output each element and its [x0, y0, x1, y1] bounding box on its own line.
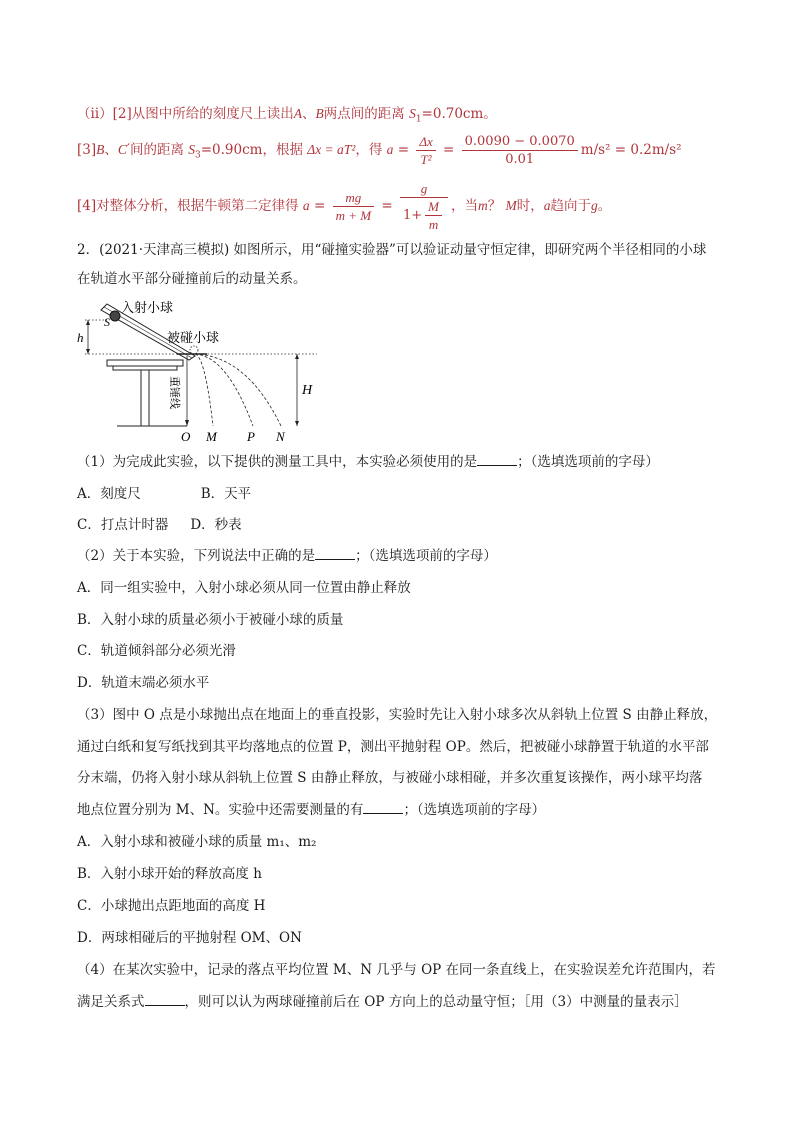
- answer-blank[interactable]: [315, 547, 355, 560]
- q1-text: （1）为完成此实验，以下提供的测量工具中，本实验必须使用的是: [77, 454, 478, 470]
- incident-ball: [110, 311, 120, 321]
- fraction-values: [462, 133, 578, 168]
- fraction-dx-t2: [416, 133, 435, 168]
- q3-line-4: [77, 800, 545, 820]
- q2-tail: ；（选填选项前的字母）: [355, 548, 497, 564]
- separator: 、: [302, 106, 316, 122]
- option-b: B．入射小球的质量必须小于被碰小球的质量: [77, 612, 344, 628]
- question-intro-2: 在轨道水平部分碰撞前后的动量关系。: [77, 271, 307, 287]
- when-text: ，当: [451, 198, 478, 214]
- q4-line-2-tail: ，则可以认为两球碰撞前后在 OP 方向上的总动量守恒；［用（3）中测量的量表示］: [184, 994, 688, 1010]
- answer-blank[interactable]: [363, 801, 403, 814]
- option-a: A．入射小球和被碰小球的质量 m₁、m₂: [77, 834, 317, 850]
- s1-symbol: S: [409, 106, 416, 121]
- plumb-weight-icon: [185, 420, 189, 426]
- separator: 、: [104, 142, 118, 158]
- solution-line-ii: [77, 104, 497, 130]
- fraction-g: [400, 180, 448, 233]
- point-b: B: [315, 106, 324, 121]
- denominator: 0.01: [462, 150, 578, 168]
- option-b: B．天平: [200, 486, 252, 502]
- answer-blank[interactable]: [145, 993, 185, 1006]
- q3-line-4-text: 地点位置分别为 M、N。实验中还需要测量的有: [77, 802, 364, 818]
- trajectory-m: [195, 354, 213, 426]
- step3-get: ，得: [355, 142, 383, 158]
- period: 。: [597, 198, 612, 214]
- point-b: B: [96, 142, 105, 157]
- numerator: 0.0090 − 0.0070: [464, 134, 575, 149]
- option-c: C．打点计时器: [77, 517, 169, 533]
- q3-line-1: （3）图中 O 点是小球抛出点在地面上的垂直投影，实验时先让入射小球多次从斜轨上位置 S 由静止释放，: [77, 707, 718, 723]
- s3-symbol: S: [188, 142, 195, 157]
- q1-options-row-1: [77, 484, 251, 504]
- label-target-ball: 被碰小球: [167, 331, 220, 346]
- option-d: D．轨道末端必须水平: [77, 675, 210, 691]
- tends-to: 趋向于: [550, 198, 592, 214]
- question-intro-1: 2．(2021·天津高三模拟) 如图所示，用“碰撞实验器”可以验证动量守恒定律，即研究两个半径相同的小球: [77, 242, 707, 258]
- target-ball: [190, 346, 198, 354]
- denominator: [400, 197, 448, 233]
- numerator: mg: [345, 190, 362, 205]
- numerator: Δx: [419, 134, 433, 149]
- acceleration-result: = 0.2m/s²: [614, 142, 682, 158]
- label-plumb-line: 重锤线: [168, 376, 181, 409]
- unit: m/s²: [580, 142, 611, 158]
- label-H: H: [302, 383, 313, 398]
- table-leg: [141, 370, 149, 426]
- M-symbol: M: [505, 198, 517, 213]
- label-M: M: [206, 429, 217, 444]
- solution-ii-text: （ⅱ）[2]从图中所给的刻度尺上读出: [77, 106, 294, 122]
- point-a: A: [293, 106, 303, 121]
- option-b: B．入射小球开始的释放高度 h: [77, 866, 262, 882]
- numerator: M: [428, 199, 439, 214]
- answer-blank[interactable]: [477, 453, 517, 466]
- question-1: [77, 452, 659, 472]
- equals: =: [443, 142, 455, 158]
- q4-line-1: （4）在某次实验中，记录的落点平均位置 M、N 几乎与 OP 在同一条直线上，在实验误差允许范围内，若: [77, 962, 716, 978]
- q3-line-3: 分末端，仍将入射小球从斜轨上位置 S 由静止释放，与被碰小球相碰，并多次重复该操作，两小球平均落: [77, 770, 703, 786]
- label-P: P: [247, 429, 255, 444]
- step3-label: [3]: [77, 142, 97, 158]
- q4-line-2: [77, 992, 688, 1012]
- step3-mid: ′间的距离: [126, 142, 189, 158]
- g-symbol: g: [591, 198, 598, 213]
- table-rim: [113, 366, 177, 370]
- label-h: h: [77, 330, 84, 345]
- option-a: A．同一组实验中，入射小球必须从同一位置由静止释放: [77, 580, 411, 596]
- option-d: D．两球相碰后的平抛射程 OM、ON: [77, 930, 302, 946]
- trajectory-n: [195, 354, 281, 426]
- h-arrow-head-top: [86, 320, 90, 325]
- denominator: T²: [416, 150, 435, 168]
- option-a: A．刻度尺: [77, 486, 141, 502]
- option-c: C．小球抛出点距地面的高度 H: [77, 898, 266, 914]
- q1-tail: ；（选填选项前的字母）: [517, 454, 659, 470]
- label-incident-ball: 入射小球: [121, 301, 174, 316]
- label-O: O: [181, 429, 191, 444]
- accel-symbol: a: [302, 198, 310, 213]
- equals: =: [313, 198, 326, 214]
- s1-sub: 1: [415, 114, 422, 125]
- one-plus: 1+: [402, 208, 423, 223]
- q3-line-2: 通过白纸和复写纸找到其平均落地点的位置 P，测出平抛射程 OP。然后，把被碰小球静置于轨道的水平部: [77, 739, 709, 755]
- denominator: m: [425, 215, 442, 233]
- equals: =: [397, 142, 410, 158]
- numerator: g: [420, 181, 428, 196]
- fraction-mg: [333, 189, 375, 224]
- trajectory-p: [195, 354, 253, 426]
- solution-ii-mid: 两点间的距离: [323, 106, 410, 122]
- label-N: N: [276, 429, 285, 444]
- s3-sub: 3: [195, 150, 201, 161]
- q2-text: （2）关于本实验，下列说法中正确的是: [77, 548, 316, 564]
- s1-value: =0.70cm。: [421, 106, 497, 122]
- accel-symbol: a: [543, 198, 551, 213]
- accel-symbol: a: [386, 142, 394, 157]
- label-s: S: [104, 315, 110, 329]
- H-arrow-head-bottom: [295, 421, 299, 426]
- option-d: D．秒表: [190, 517, 242, 533]
- s3-value: =0.90cm，根据: [200, 142, 303, 158]
- collision-apparatus-diagram: [77, 298, 337, 444]
- delta-x-formula: Δx = aT²: [307, 142, 356, 157]
- H-arrow-head-top: [295, 354, 299, 359]
- table-top: [107, 360, 183, 366]
- fraction-m-over-m: [425, 198, 442, 233]
- q3-line-4-tail: ；（选填选项前的字母）: [403, 802, 546, 818]
- solution-line-4: [77, 180, 611, 233]
- point-c: C: [117, 142, 127, 157]
- denominator: m + M: [333, 206, 375, 224]
- m-symbol: m: [478, 198, 488, 213]
- solution-line-3: [77, 133, 682, 168]
- step4-text: [4]对整体分析，根据牛顿第二定律得: [77, 198, 299, 214]
- question-mark: ？: [487, 198, 502, 214]
- when-text-2: 时，: [516, 198, 544, 214]
- h-arrow-head-bottom: [86, 349, 90, 354]
- equals: =: [381, 198, 393, 214]
- option-c: C．轨道倾斜部分必须光滑: [77, 643, 236, 659]
- question-2: [77, 546, 497, 566]
- q1-options-row-2: [77, 515, 242, 535]
- q4-line-2-text: 满足关系式: [77, 994, 145, 1010]
